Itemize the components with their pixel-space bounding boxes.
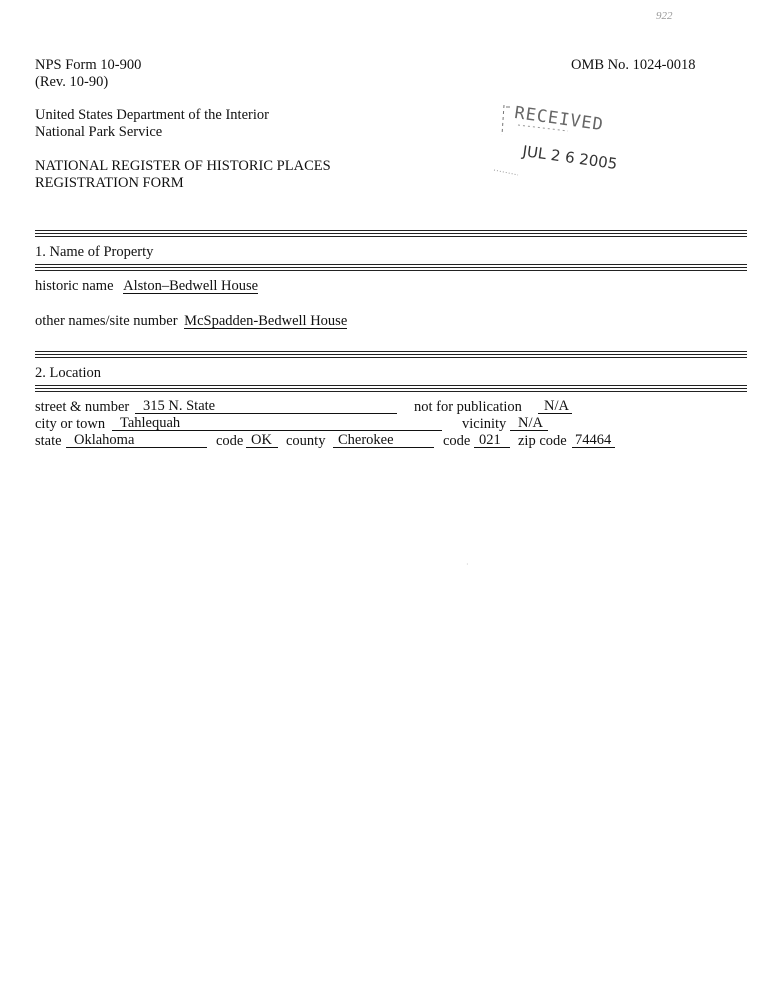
zip-label: zip code xyxy=(518,433,567,449)
not-for-publication-label: not for publication xyxy=(414,399,522,415)
state-code-field[interactable]: OK xyxy=(246,433,278,448)
county-code-field[interactable]: 021 xyxy=(474,433,510,448)
form-title: REGISTRATION FORM xyxy=(35,175,184,191)
county-code-label: code xyxy=(443,433,471,449)
other-names-row xyxy=(35,313,347,330)
not-for-publication-field[interactable]: N/A xyxy=(538,399,572,414)
section-divider xyxy=(35,385,747,394)
section-divider xyxy=(35,264,747,273)
state-field[interactable]: Oklahoma xyxy=(66,433,207,448)
stamp-received-text: RECEIVED xyxy=(513,103,606,136)
register-title: NATIONAL REGISTER OF HISTORIC PLACES xyxy=(35,158,331,174)
form-number: NPS Form 10-900 xyxy=(35,57,142,73)
omb-number: OMB No. 1024-0018 xyxy=(571,57,696,73)
historic-name-label: historic name xyxy=(35,278,114,294)
service-name: National Park Service xyxy=(35,124,163,140)
street-label: street & number xyxy=(35,399,130,415)
state-code-label: code xyxy=(216,433,244,449)
other-names-field[interactable]: McSpadden-Bedwell House xyxy=(184,313,348,329)
received-stamp xyxy=(488,95,628,190)
historic-name-field[interactable]: Alston–Bedwell House xyxy=(123,278,259,294)
other-names-label: other names/site number xyxy=(35,313,178,329)
stamp-date: JUL 2 6 2005 xyxy=(521,142,619,174)
city-label: city or town xyxy=(35,416,106,432)
city-field[interactable]: Tahlequah xyxy=(112,416,442,431)
scan-speck: · xyxy=(466,560,469,569)
vicinity-field[interactable]: N/A xyxy=(510,416,548,431)
county-label: county xyxy=(286,433,326,449)
section1-heading: 1. Name of Property xyxy=(35,244,154,260)
historic-name-row xyxy=(35,278,258,295)
section-divider xyxy=(35,351,747,360)
form-revision: (Rev. 10-90) xyxy=(35,74,109,90)
county-field[interactable]: Cherokee xyxy=(333,433,434,448)
state-label: state xyxy=(35,433,62,449)
handwritten-mark: 922 xyxy=(656,10,673,22)
zip-field[interactable]: 74464 xyxy=(572,433,615,448)
vicinity-label: vicinity xyxy=(462,416,507,432)
street-field[interactable]: 315 N. State xyxy=(135,399,397,414)
section2-heading: 2. Location xyxy=(35,365,102,381)
section-divider-top xyxy=(35,230,747,239)
department-name: United States Department of the Interior xyxy=(35,107,269,123)
